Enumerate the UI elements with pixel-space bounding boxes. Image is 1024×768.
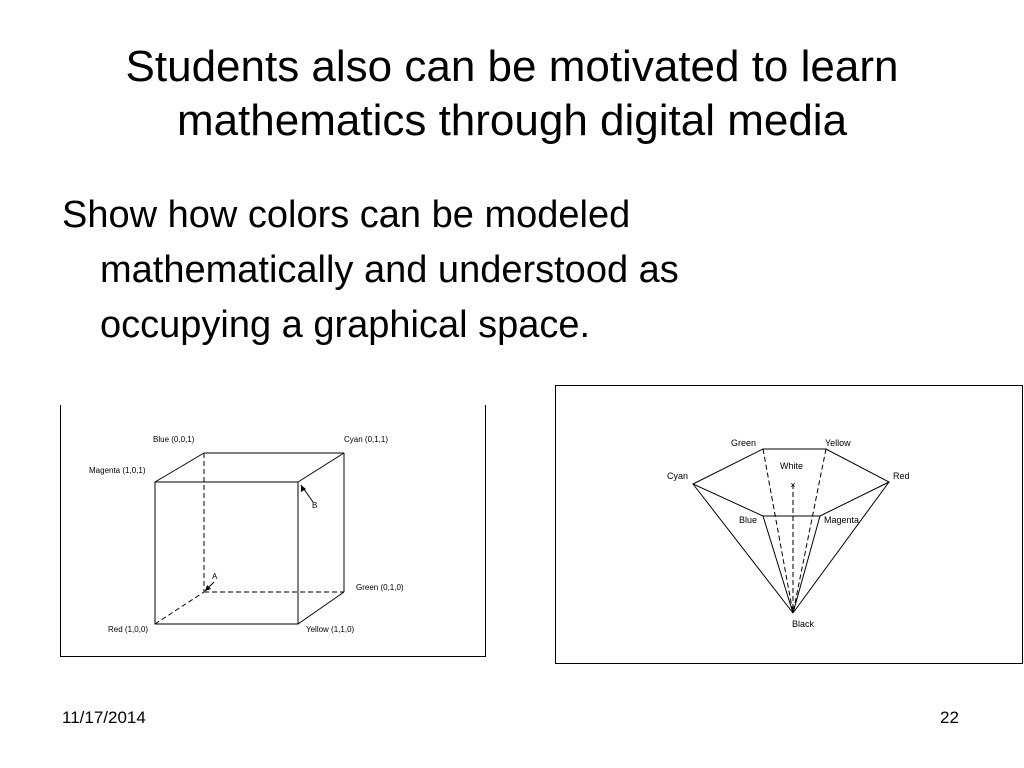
label-green: Green (731, 438, 757, 448)
title-line-2: mathematics through digital media (176, 96, 848, 145)
label-blue: Blue (739, 515, 758, 525)
label-blue: Blue (0,0,1) (153, 435, 195, 444)
cube-edge-magenta-blue (155, 453, 204, 482)
label-red: Red (1,0,0) (108, 625, 149, 634)
body-text (62, 188, 982, 353)
label-black: Black (792, 619, 815, 629)
cube-edge-yellow-green (298, 592, 344, 624)
title-line-1: Students also can be motivated to learn (125, 42, 899, 91)
label-green: Green (0,1,0) (356, 583, 404, 592)
label-red: Red (893, 471, 910, 481)
body-line-2: mathematically and understood as (100, 249, 679, 291)
label-a: A (212, 572, 218, 581)
body-line-3: occupying a graphical space. (100, 304, 591, 346)
label-yellow: Yellow (1,1,0) (306, 625, 355, 634)
label-white: White (780, 461, 804, 471)
rgb-cube-diagram (61, 405, 485, 656)
slide-title (0, 40, 1024, 148)
hexcone-diagram (556, 386, 1022, 663)
label-b: B (312, 501, 318, 510)
footer-date: 11/17/2014 (62, 708, 146, 727)
label-yellow: Yellow (825, 438, 851, 448)
label-magenta: Magenta (824, 515, 860, 525)
body-line-1: Show how colors can be modeled (62, 194, 631, 236)
edge-cyan-black (693, 484, 793, 613)
label-cyan: Cyan (0,1,1) (344, 435, 389, 444)
edge-red-black (793, 482, 889, 613)
cube-front-face (155, 482, 298, 624)
edge-yellow-black (793, 449, 826, 613)
hexcone-figure (555, 385, 1023, 664)
cube-edge-white-cyan (298, 453, 344, 482)
label-magenta: Magenta (1,0,1) (89, 466, 146, 475)
cube-hidden-edge-diagonal (155, 592, 204, 624)
edge-magenta-black (793, 516, 820, 613)
rgb-cube-figure (60, 405, 486, 657)
footer-page-number: 22 (940, 708, 959, 727)
white-marker: × (790, 480, 796, 490)
label-cyan: Cyan (667, 471, 689, 481)
